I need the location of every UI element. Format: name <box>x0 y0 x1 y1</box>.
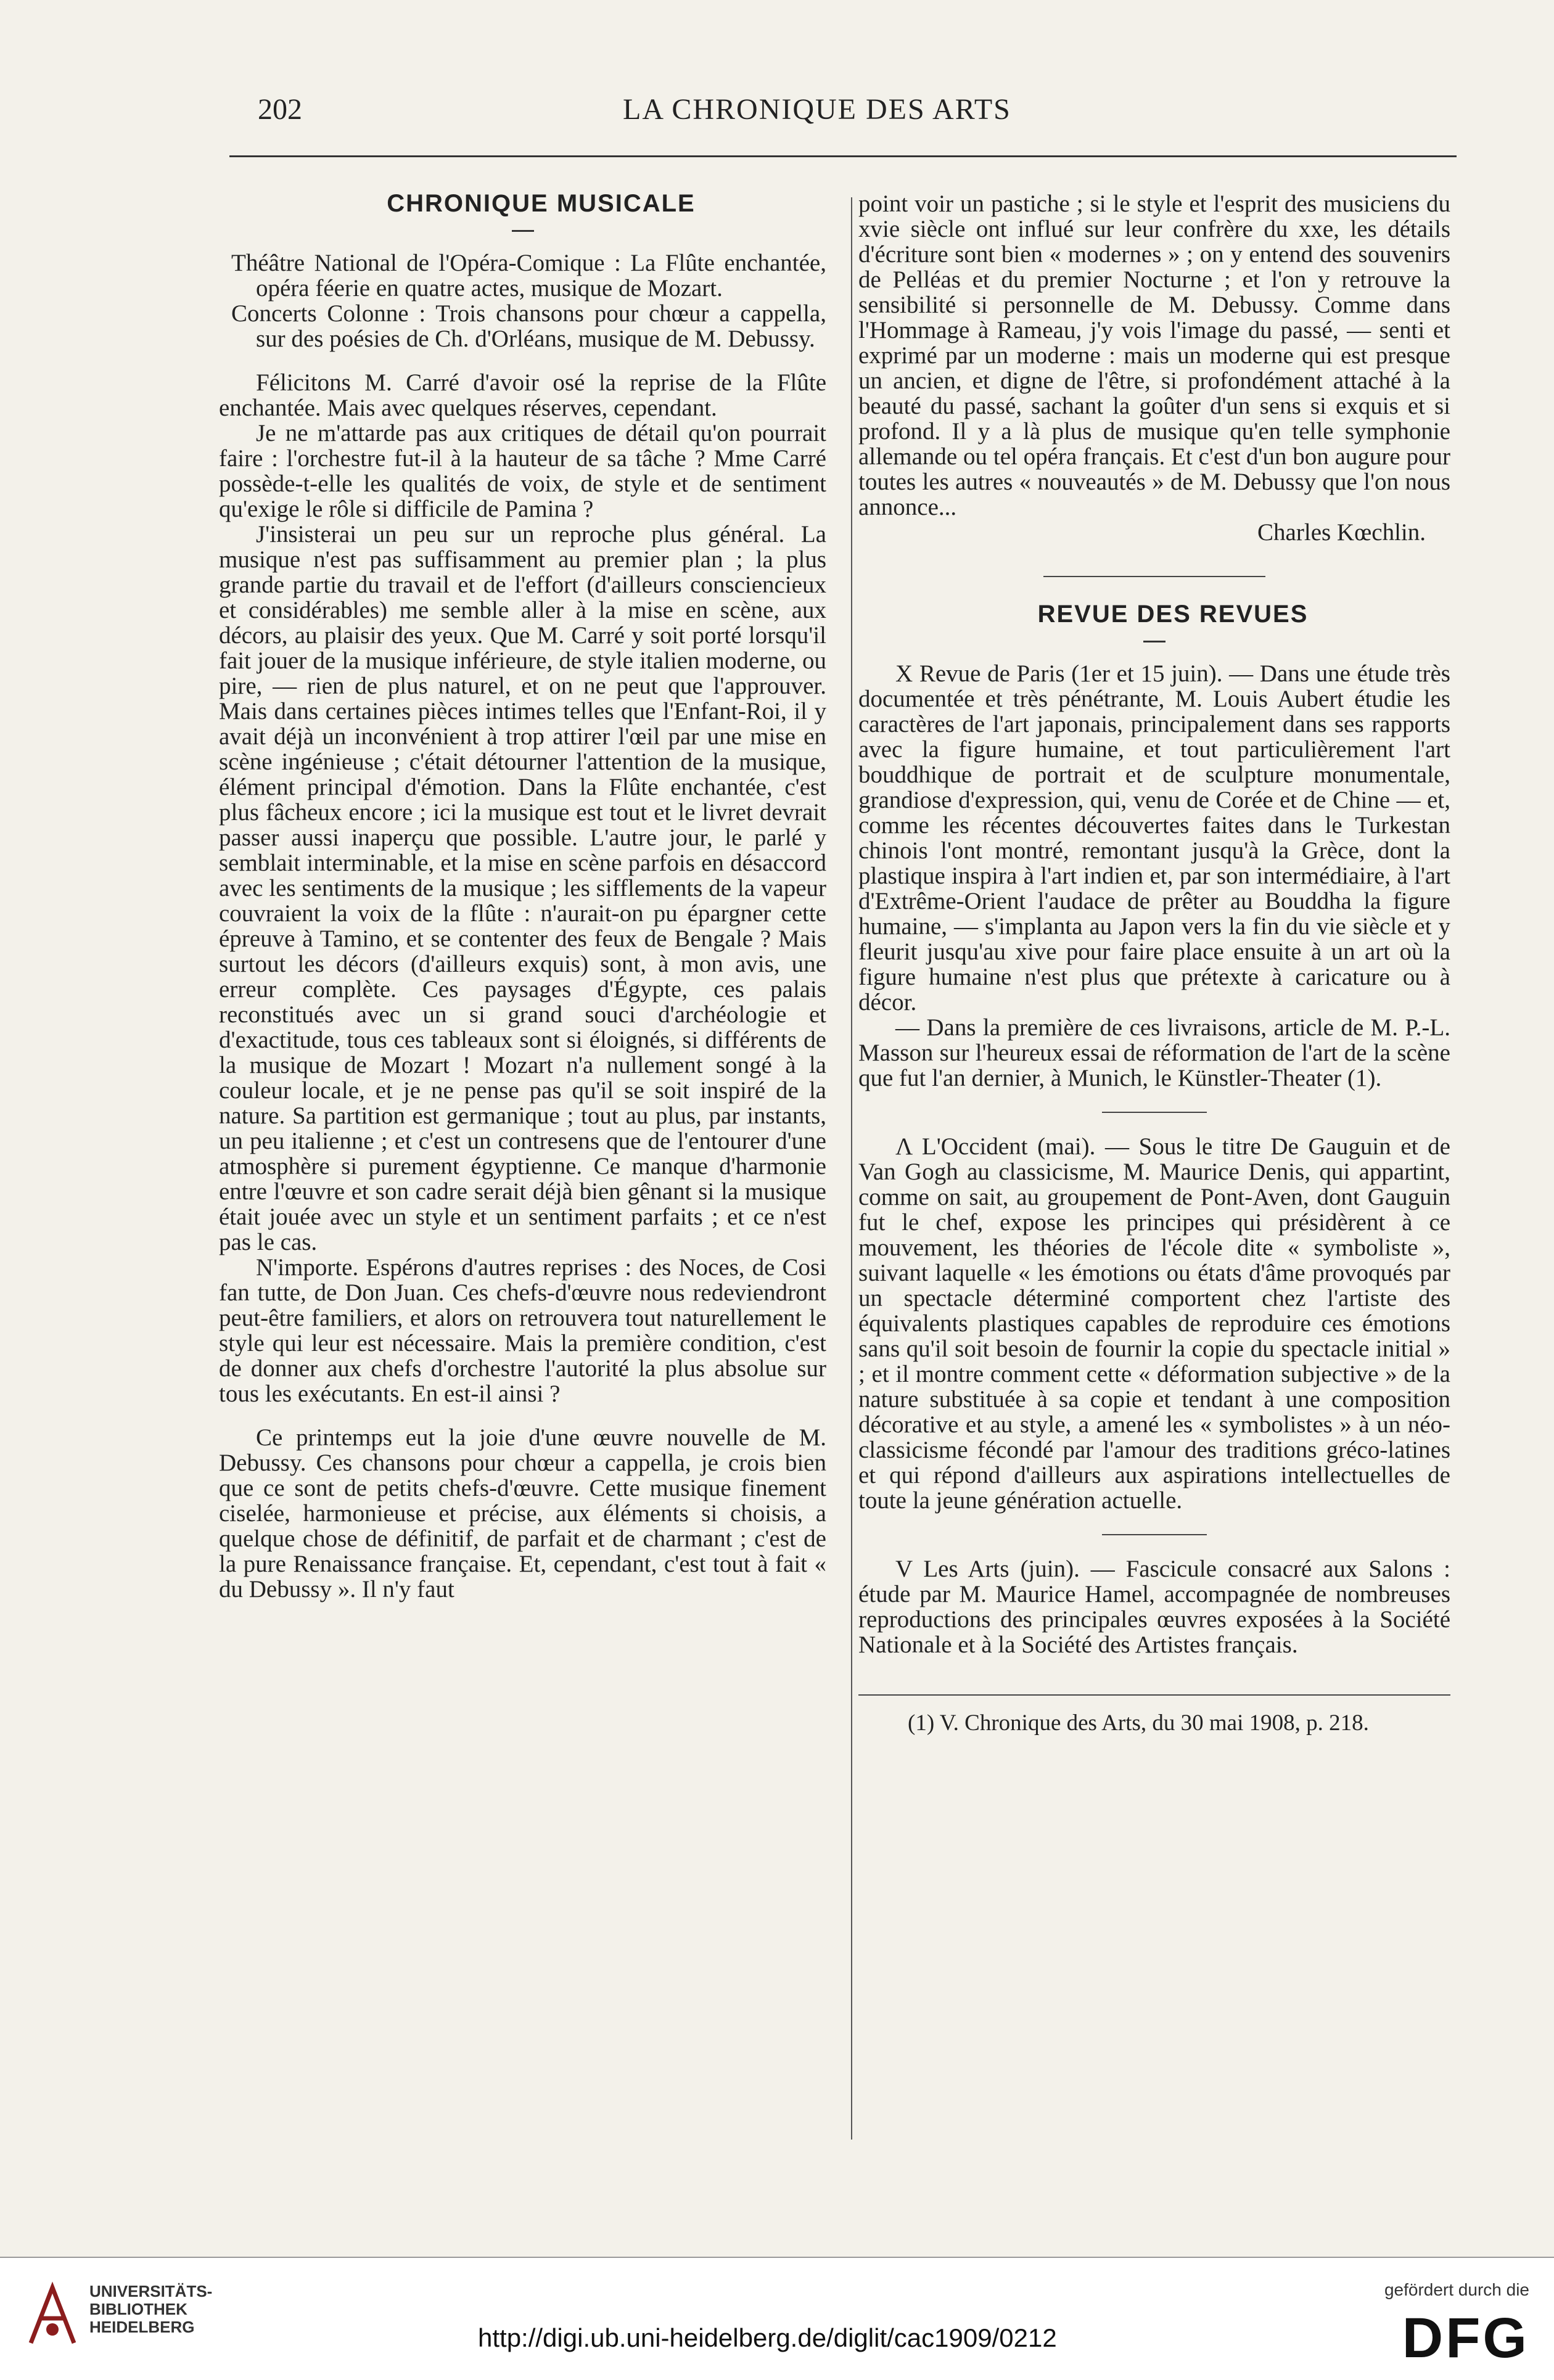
program-opera-comique: Théâtre National de l'Opéra-Comique : La Flûte enchantée, opéra féerie en quatre actes, musique de Mozart. <box>231 250 826 302</box>
university-logo-icon <box>25 2281 80 2349</box>
left-column <box>219 191 826 1602</box>
right-column <box>858 191 1450 1736</box>
program-concerts-colonne: Concerts Colonne : Trois chansons pour chœur a cappella, sur des poésies de Ch. d'Orléans, musique de M. Debussy. <box>231 300 826 352</box>
footnote: (1) V. Chronique des Arts, du 30 mai 1908, p. 218. <box>908 1710 1369 1736</box>
paragraph: Je ne m'attarde pas aux critiques de détail qu'on pourrait faire : l'orchestre fut-il à la hauteur de sa tâche ? Mme Carré possède-t-elle les qualités de voix, de style et de sentiment qu'exige le rôle si difficile de Pamina ? <box>219 420 826 522</box>
paragraph: point voir un pastiche ; si le style et l'esprit des musiciens du xvie siècle ont influé sur leur confrère du xxe, les détails d'écriture sont bien « modernes » ; on y entend des souvenirs de Pelléas et du premier Nocturne ; et l'on y retrouve la sensibilité si personnelle de M. Debussy. Comme dans l'Hommage à Rameau, j'y vois l'image du passé, — senti et exprimé par un moderne : mais un moderne qui est presque un ancien, et digne de l'être, si profondément attaché à la beauté du passé, sachant la goûter d'un sens si exquis et si profond. Il y a là plus de musique qu'en telle symphonie allemande ou tel opéra français. Et c'est d'un bon augure pour toutes les autres « nouveautés » de M. Debussy que l'on nous annonce... <box>858 191 1450 520</box>
title-dash <box>1143 641 1166 642</box>
paragraph: — Dans la première de ces livraisons, article de M. P.-L. Masson sur l'heureux essai de réformation de l'art de la scène que fut l'an dernier, à Munich, le Künstler-Theater (1). <box>858 1014 1450 1091</box>
university-line: UNIVERSITÄTS- <box>89 2282 213 2300</box>
gap <box>219 351 826 370</box>
paragraph: J'insisterai un peu sur un reproche plus général. La musique n'est pas suffisamment au premier plan ; la plus grande partie du travail et de l'effort (d'ailleurs consciencieux et considérables) me semble aller à la mise en scène, aux décors, au plaisir des yeux. Que M. Carré y soit porté lorsqu'il fait jouer de la musique inférieure, de style italien moderne, ou pire, — rien de plus naturel, et on ne peut que l'approuver. Mais dans certaines pièces intimes telles que l'Enfant-Roi, il y avait déjà un inconvénient à trop attirer l'œil par une mise en scène ingénieuse ; c'était détourner l'attention de la musique, élément principal d'émotion. Dans la Flûte enchantée, c'est plus fâcheux encore ; ici la musique est tout et le livret devrait passer aussi inaperçu que possible. L'autre jour, le parlé y semblait interminable, et la mise en scène parfois en désaccord avec les sentiments de la musique ; les sifflements de la vapeur couvraient la voix de la flûte : n'aurait-on pu épargner cette épreuve à Tamino, et se contenter des feux de Bengale ? Mais surtout les décors (d'ailleurs exquis) sont, à mon avis, une erreur complète. Ces paysages d'Égypte, ces palais reconstitués avec un si grand souci d'archéologie et d'exactitude, tous ces tableaux sont si éloignés, si différents de la musique de Mozart ! Mozart n'a nullement songé à la couleur locale, et je ne pense pas qu'il se soit inspiré de la nature. Sa partition est germanique ; tout au plus, par instants, un peu italienne ; et c'est un contresens que de l'entourer d'une atmosphère si purement égyptienne. Ce manque d'harmonie entre l'œuvre et son cadre serait déjà bien gênant si la musique était jouée avec un style et un sentiment parfaits ; et ce n'est pas le cas. <box>219 521 826 1255</box>
footnote-rule <box>858 1694 1450 1696</box>
footer-bar <box>0 2257 1554 2380</box>
title-dash <box>512 230 534 232</box>
footer-rule <box>0 2257 1554 2258</box>
header-rule <box>229 155 1457 157</box>
page-number: 202 <box>258 93 302 126</box>
review-les-arts: V Les Arts (juin). — Fascicule consacré aux Salons : étude par M. Maurice Hamel, accompagnée de nombreuses reproductions des principales œuvres exposées à la Société Nationale et à la Société des Artistes français. <box>858 1556 1450 1658</box>
dfg-logo: DFG <box>1402 2307 1529 2370</box>
review-occident: Λ L'Occident (mai). — Sous le titre De Gauguin et de Van Gogh au classicisme, M. Maurice Denis, qui appartint, comme on sait, au groupement de Pont-Aven, dont Gauguin fut le chef, expose les principes qui présidèrent à ce mouvement, les théories de l'école dite « symboliste », suivant laquelle « les émotions ou états d'âme provoqués par un spectacle déterminé comportent chez l'artiste des équivalents plastiques capables de reproduire ces émotions sans qu'il soit besoin de fournir la copie du spectacle initial » ; et il montre comment cette « déformation subjective » de la nature substituée à sa copie et tendant à une composition décorative et au style, a amené les « symbolistes » à un néo-classicisme fécondé par l'amour des traditions gréco-latines et qui répond d'ailleurs aux aspirations intellectuelles de toute la jeune génération actuelle. <box>858 1133 1450 1514</box>
paragraph: N'importe. Espérons d'autres reprises : des Noces, de Cosi fan tutte, de Don Juan. Ces chefs-d'œuvre nous redeviendront peut-être familiers, et alors on retrouvera tout naturellement le style qui leur est nécessaire. Mais la première condition, c'est de donner aux chefs d'orchestre l'autorité la plus absolue sur tous les exécutants. En est-il ainsi ? <box>219 1254 826 1407</box>
university-line: BIBLIOTHEK <box>89 2300 187 2318</box>
university-line: HEIDELBERG <box>89 2318 195 2336</box>
section-title-chronique: CHRONIQUE MUSICALE <box>387 190 696 217</box>
dfg-label: gefördert durch die <box>1384 2280 1529 2299</box>
paragraph: Félicitons M. Carré d'avoir osé la reprise de la Flûte enchantée. Mais avec quelques réserves, cependant. <box>219 369 826 421</box>
section-title-revue: REVUE DES REVUES <box>1037 601 1309 628</box>
paragraph: Ce printemps eut la joie d'une œuvre nouvelle de M. Debussy. Ces chansons pour chœur a cappella, je crois bien que ce sont de petits chefs-d'œuvre. Cette musique finement ciselée, harmonieuse et précise, aux éléments si choisis, a quelque chose de définitif, de parfait et de charmant ; c'est de la pure Renaissance française. Et, cependant, c'est tout à fait « du Debussy ». Il n'y faut <box>219 1424 826 1602</box>
column-divider <box>851 197 852 2140</box>
ornament-rule <box>1043 576 1265 577</box>
gap <box>219 1406 826 1425</box>
running-title: LA CHRONIQUE DES ARTS <box>623 93 1011 126</box>
university-name <box>89 2283 212 2336</box>
short-rule <box>1102 1112 1207 1113</box>
source-url-link[interactable]: http://digi.ub.uni-heidelberg.de/diglit/cac1909/0212 <box>478 2323 1057 2352</box>
short-rule <box>1102 1534 1207 1535</box>
signature: Charles Kœchlin. <box>1257 519 1426 546</box>
review-revue-de-paris: X Revue de Paris (1er et 15 juin). — Dans une étude très documentée et très pénétrante, M. Louis Aubert étudie les caractères de l'art japonais, principalement dans ses rapports avec la figure humaine, et tout particulièrement l'art bouddhique de portrait et de sculpture monumentale, grandiose d'expression, qui, venu de Corée et de Chine — et, comme les récentes découvertes faites dans le Turkestan chinois l'ont montré, remontant jusqu'à la Grèce, dont la plastique inspira à l'art indien et, par son intermédiaire, à l'art d'Extrême-Orient l'audace de prêter au Bouddha la figure humaine, — s'implanta au Japon vers la fin du vie siècle et y fleurit jusqu'au xive pour faire place ensuite à un art où la figure humaine n'est plus que prétexte à caricature ou à décor. <box>858 660 1450 1016</box>
